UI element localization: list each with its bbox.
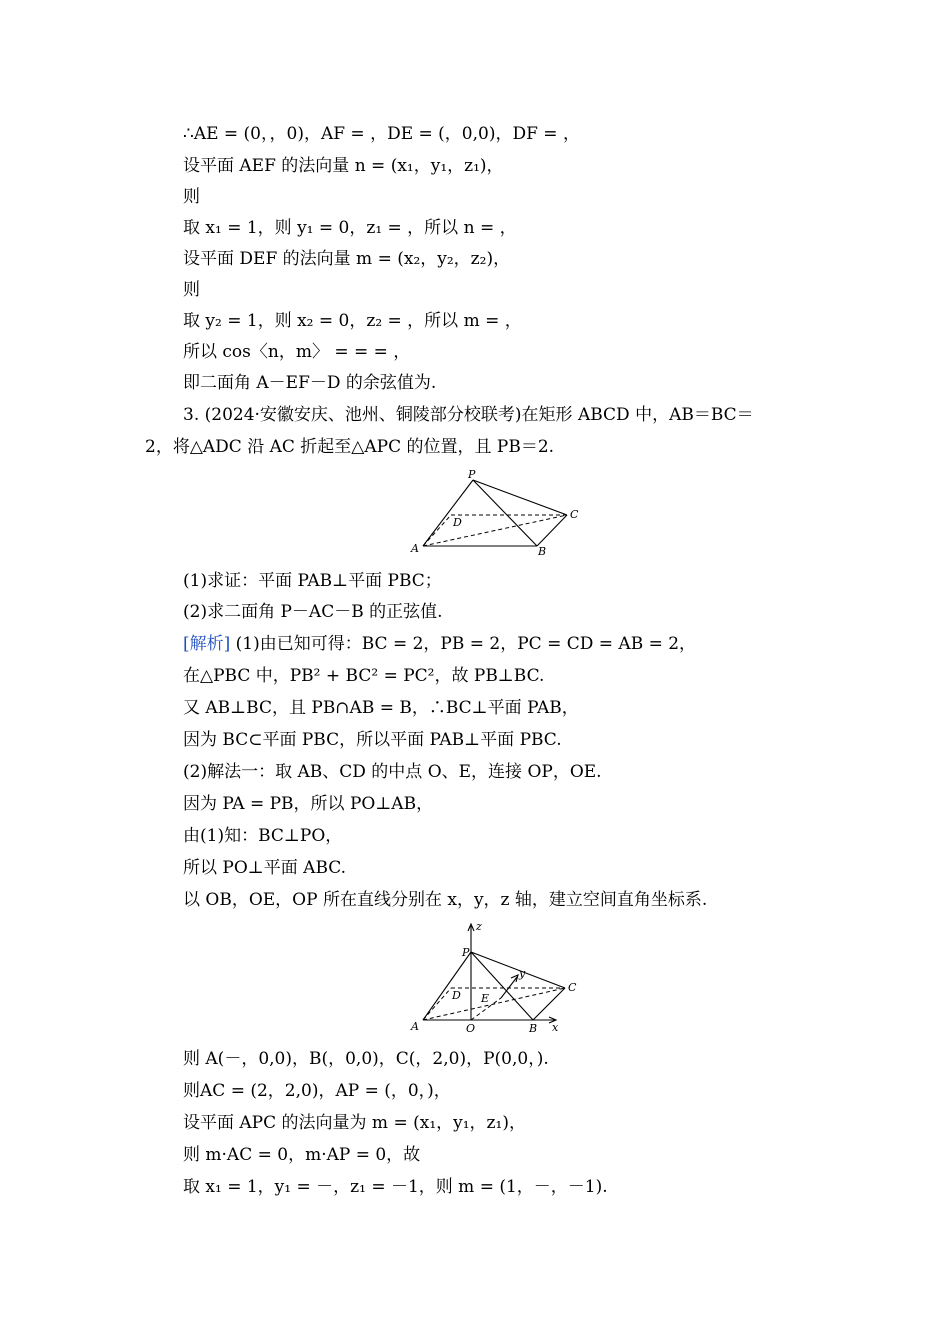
analysis-text: (1)由已知可得：BC = 2，PB = 2，PC = CD = AB = 2， <box>235 634 697 654</box>
text-line: 取 x₁ = 1，则 y₁ = 0，z₁ = ，所以 n = ， <box>183 218 517 238</box>
analysis-tag: [解析] <box>183 634 231 654</box>
label-b: B <box>538 545 547 558</box>
label-p: P <box>462 946 470 959</box>
text-line: 以 OB，OE，OP 所在直线分别在 x，y，z 轴，建立空间直角坐标系. <box>183 890 708 910</box>
text-line: 取 x₁ = 1，y₁ = －，z₁ = －1，则 m = (1，－，－1). <box>183 1177 608 1197</box>
edge-ac <box>423 515 567 546</box>
text-line: 所以 cos〈n，m〉 = = = ， <box>183 342 411 362</box>
text-line: 则 A(－，0,0)，B(，0,0)，C(，2,0)，P(0,0，). <box>183 1049 549 1069</box>
edge-pb <box>473 480 537 546</box>
label-p: P <box>468 468 476 481</box>
coordinate-figure <box>405 920 590 1035</box>
edge-ad <box>423 988 451 1020</box>
fold-figure <box>405 468 590 558</box>
text-line: 设平面 DEF 的法向量 m = (x₂，y₂，z₂)， <box>183 249 511 269</box>
label-a: A <box>411 542 419 555</box>
question-1: (1)求证：平面 PAB⊥平面 PBC； <box>183 571 442 591</box>
text-line: 又 AB⊥BC，且 PB∩AB = B，∴BC⊥平面 PAB， <box>183 698 579 718</box>
label-c: C <box>568 981 577 994</box>
text-line: 即二面角 A－EF－D 的余弦值为. <box>183 373 437 393</box>
label-x: x <box>552 1021 559 1034</box>
edge-pc <box>471 952 565 988</box>
edge-pa <box>423 952 471 1020</box>
text-line: 因为 BC⊂平面 PBC，所以平面 PAB⊥平面 PBC. <box>183 730 562 750</box>
text-line: 由(1)知：BC⊥PO， <box>183 826 343 846</box>
edge-pc <box>473 480 567 515</box>
label-e: E <box>481 992 490 1005</box>
analysis-line <box>183 633 696 655</box>
text-line: 设平面 AEF 的法向量 n = (x₁，y₁，z₁)， <box>183 156 504 176</box>
label-a: A <box>411 1020 419 1033</box>
question-2: (2)求二面角 P－AC－B 的正弦值. <box>183 602 443 622</box>
edge-pa <box>423 480 473 546</box>
edge-pb <box>471 952 533 1020</box>
text-line: 设平面 APC 的法向量为 m = (x₁，y₁，z₁)， <box>183 1113 526 1133</box>
text-line: 取 y₂ = 1，则 x₂ = 0，z₂ = ，所以 m = ， <box>183 311 522 331</box>
edge-ac <box>423 988 565 1020</box>
text-line: (2)解法一：取 AB、CD 的中点 O、E，连接 OP，OE. <box>183 762 602 782</box>
label-z: z <box>476 920 482 933</box>
label-y: y <box>519 967 526 980</box>
edge-bc <box>537 515 567 546</box>
text-line: 因为 PA = PB，所以 PO⊥AB， <box>183 794 434 814</box>
text-line: ∴AE = (0，，0)，AF = ，DE = (，0,0)，DF = ， <box>183 124 580 144</box>
text-line: 则 <box>183 280 200 300</box>
label-d: D <box>453 516 462 529</box>
label-c: C <box>570 508 579 521</box>
text-line: 则AC = (2，2,0)，AP = (，0，)， <box>183 1081 451 1101</box>
text-line: 所以 PO⊥平面 ABC. <box>183 858 347 878</box>
problem-text: 2，将△ADC 沿 AC 折起至△APC 的位置，且 PB＝2. <box>145 437 555 457</box>
label-d: D <box>452 989 461 1002</box>
problem-heading: 3. (2024·安徽安庆、池州、铜陵部分校联考)在矩形 ABCD 中，AB＝BC＝ <box>183 405 754 425</box>
text-line: 则 <box>183 187 200 207</box>
label-o: O <box>466 1022 476 1035</box>
text-line: 在△PBC 中，PB² + BC² = PC²，故 PB⊥BC. <box>183 666 545 686</box>
edge-bc <box>533 988 565 1020</box>
label-b: B <box>529 1022 538 1035</box>
text-line: 则 m·AC = 0，m·AP = 0，故 <box>183 1145 421 1165</box>
